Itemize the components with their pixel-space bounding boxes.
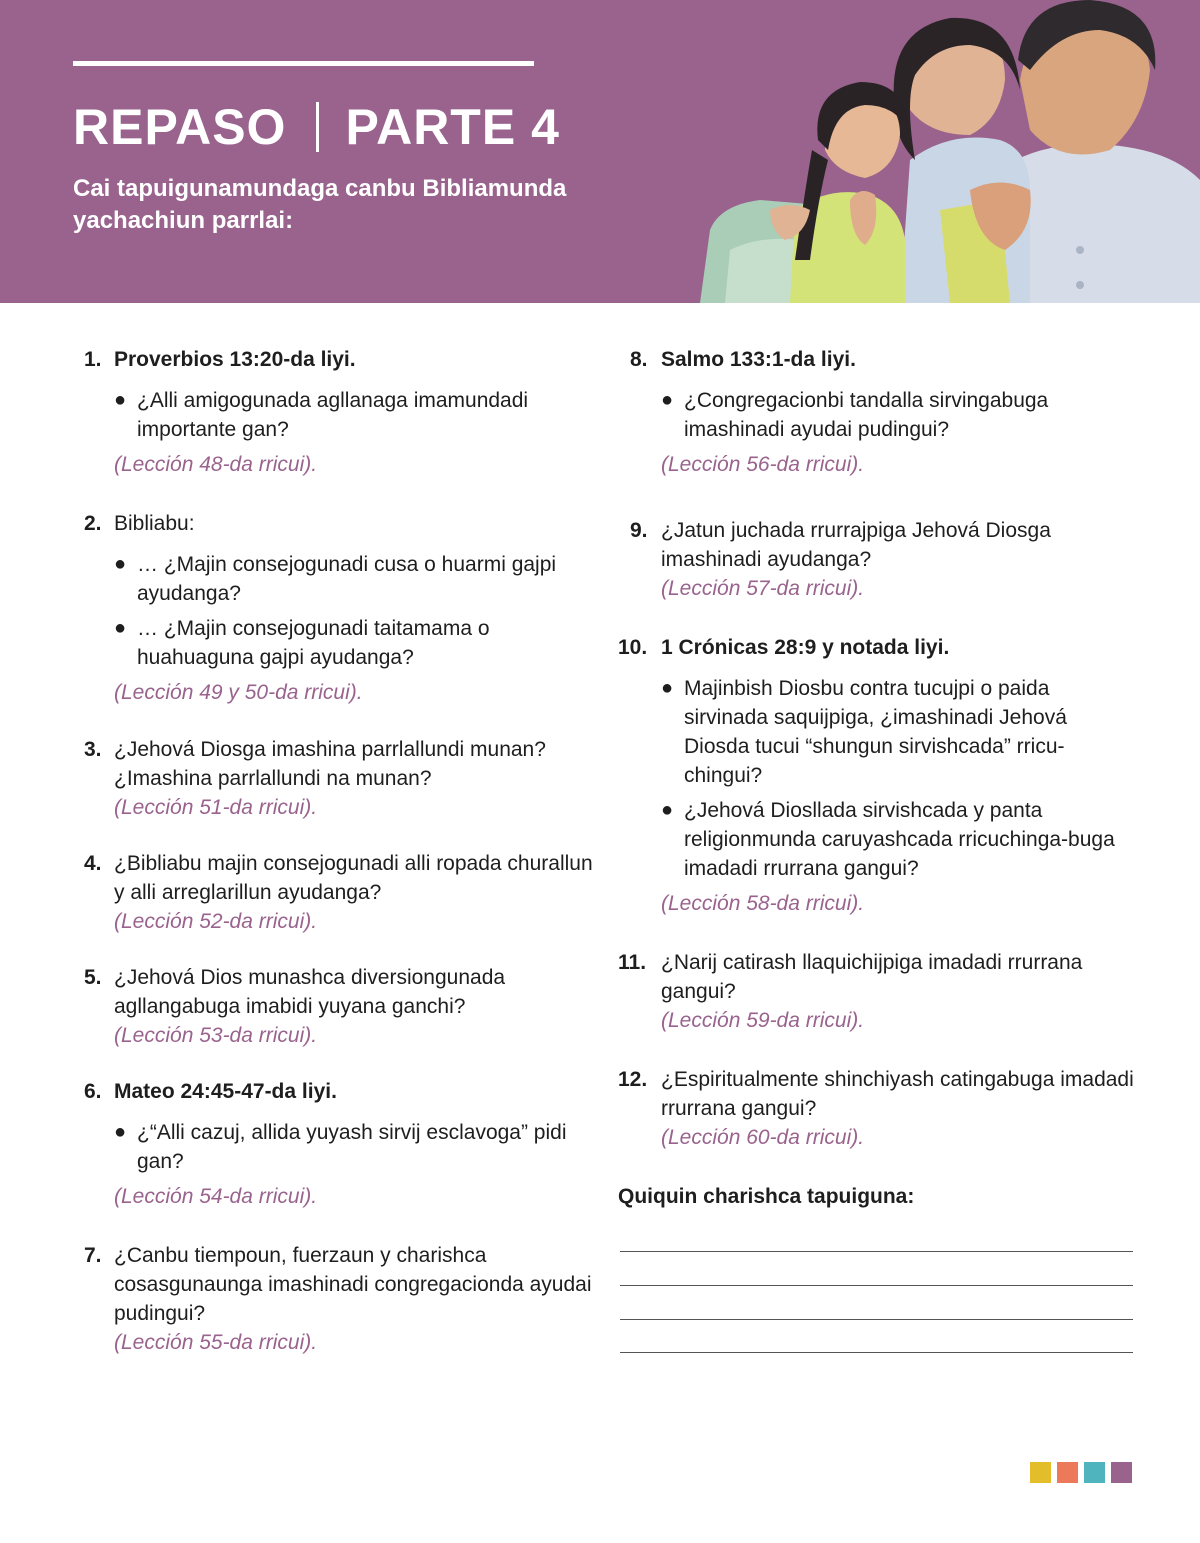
lesson-reference: (Lección 54-da rricui). xyxy=(114,1185,318,1208)
lesson-reference: (Lección 60-da rricui). xyxy=(661,1126,865,1149)
swatch-purple xyxy=(1111,1462,1132,1483)
question-number: 3. xyxy=(84,738,102,761)
question-item xyxy=(618,516,1138,603)
bullet-dot: ● xyxy=(661,389,674,411)
bullet-text: ¿Congregacionbi tandalla sirvingabuga imashinadi ayudai pudingui? xyxy=(684,389,1049,441)
question-text: ¿Espiritualmente shinchiyash catingabuga imadadi rrurrana gangui? xyxy=(661,1068,1134,1120)
question-number: 6. xyxy=(84,1080,102,1103)
question-number: 7. xyxy=(84,1244,102,1267)
question-text: Bibliabu: xyxy=(114,512,195,535)
question-text: 1 Crónicas 28:9 y notada liyi. xyxy=(661,636,950,659)
question-text: ¿Jatun juchada rrurrajpiga Jehová Diosga imashinadi ayudanga? xyxy=(661,519,1051,571)
swatch-yellow xyxy=(1030,1462,1051,1483)
questions-right-column xyxy=(618,345,1138,1211)
question-text: Proverbios 13:20-da liyi. xyxy=(114,348,356,371)
page-title xyxy=(73,98,560,156)
bullet-text: Majinbish Diosbu contra tucujpi o paida sirvinada saquijpiga, ¿imashinadi Jehová Diosda tucui “shungun sirvishcada” rricu-chingui? xyxy=(684,677,1067,787)
page-subtitle: Cai tapuigunamundaga canbu Bibliamunda yachachiun parrlai: xyxy=(73,175,567,234)
bullet-item xyxy=(661,674,1138,790)
question-number: 8. xyxy=(630,348,648,371)
bullet-item xyxy=(661,796,1138,883)
lesson-reference: (Lección 59-da rricui). xyxy=(661,1009,865,1032)
swatch-teal xyxy=(1084,1462,1105,1483)
question-text: ¿Bibliabu majin consejogunadi alli ropada churallun y alli arreglarillun ayudanga? xyxy=(114,852,593,904)
bullet-list xyxy=(661,386,1138,444)
header-banner xyxy=(0,0,1200,303)
bullet-item xyxy=(114,550,594,608)
bullet-list xyxy=(114,550,594,672)
note-line[interactable] xyxy=(620,1251,1133,1252)
question-text: Mateo 24:45-47-da liyi. xyxy=(114,1080,337,1103)
question-item xyxy=(84,849,594,936)
bullet-dot: ● xyxy=(114,617,127,639)
question-number: 10. xyxy=(618,636,648,659)
question-item xyxy=(84,1077,594,1211)
title-review: REPASO xyxy=(73,99,287,155)
lesson-reference: (Lección 51-da rricui). xyxy=(114,796,318,819)
header-rule xyxy=(73,61,534,66)
question-item xyxy=(84,963,594,1050)
bullet-item xyxy=(114,1118,594,1176)
question-item xyxy=(618,948,1138,1035)
question-text: Salmo 133:1-da liyi. xyxy=(661,348,856,371)
question-text: ¿Canbu tiempoun, fuerzaun y charishca cosasgunaunga imashinadi congregacionda ayudai pudingui? xyxy=(114,1244,592,1325)
question-text: ¿Narij catirash llaquichijpiga imadadi rrurrana gangui? xyxy=(661,951,1083,1003)
question-number: 9. xyxy=(630,519,648,542)
bullet-list xyxy=(661,674,1138,883)
title-separator xyxy=(316,102,319,152)
lesson-reference: (Lección 58-da rricui). xyxy=(661,892,865,915)
question-item xyxy=(618,345,1138,479)
title-part: PARTE 4 xyxy=(345,99,560,155)
bullet-dot: ● xyxy=(114,1121,127,1143)
lesson-reference: (Lección 57-da rricui). xyxy=(661,577,865,600)
question-number: 11. xyxy=(618,951,647,974)
question-text: ¿Jehová Dios munashca diversiongunada agllangabuga imabidi yuyana ganchi? xyxy=(114,966,506,1018)
lesson-reference: (Lección 53-da rricui). xyxy=(114,1024,318,1047)
bullet-item xyxy=(114,386,594,444)
bullet-text: … ¿Majin consejogunadi taitamama o huahuaguna gajpi ayudanga? xyxy=(137,617,490,669)
bullet-list xyxy=(114,1118,594,1176)
question-number: 2. xyxy=(84,512,102,535)
bullet-text: ¿Jehová Diosllada sirvishcada y panta religionmunda caruyashcada rricuchinga-buga imadadi rrurrana gangui? xyxy=(684,799,1115,880)
note-line[interactable] xyxy=(620,1352,1133,1353)
note-line[interactable] xyxy=(620,1319,1133,1320)
question-text: ¿Jehová Diosga imashina parrlallundi munan? ¿Imashina parrlallundi na munan? xyxy=(114,738,546,790)
question-number: 5. xyxy=(84,966,102,989)
family-praying-illustration xyxy=(700,0,1200,303)
lesson-reference: (Lección 48-da rricui). xyxy=(114,453,318,476)
question-item xyxy=(84,509,594,707)
swatch-orange xyxy=(1057,1462,1078,1483)
color-swatches xyxy=(1030,1462,1132,1483)
question-item xyxy=(618,1065,1138,1152)
question-number: 4. xyxy=(84,852,102,875)
bullet-dot: ● xyxy=(661,677,674,699)
bullet-item xyxy=(114,614,594,672)
bullet-dot: ● xyxy=(114,389,127,411)
notes-heading: Quiquin charishca tapuiguna: xyxy=(618,1185,915,1208)
question-item xyxy=(84,735,594,822)
question-item xyxy=(84,345,594,479)
note-line[interactable] xyxy=(620,1285,1133,1286)
lesson-reference: (Lección 52-da rricui). xyxy=(114,910,318,933)
lesson-reference: (Lección 56-da rricui). xyxy=(661,453,865,476)
questions-left-column xyxy=(84,345,594,1357)
question-number: 12. xyxy=(618,1068,648,1091)
question-item xyxy=(618,633,1138,918)
question-number: 1. xyxy=(84,348,102,371)
bullet-text: ¿“Alli cazuj, allida yuyash sirvij esclavoga” pidi gan? xyxy=(137,1121,567,1173)
question-item xyxy=(84,1241,594,1357)
bullet-text: ¿Alli amigogunada agllanaga imamundadi importante gan? xyxy=(137,389,529,441)
bullet-dot: ● xyxy=(114,553,127,575)
bullet-list xyxy=(114,386,594,444)
lesson-reference: (Lección 49 y 50-da rricui). xyxy=(114,681,363,704)
bullet-dot: ● xyxy=(661,799,674,821)
lesson-reference: (Lección 55-da rricui). xyxy=(114,1331,318,1354)
bullet-item xyxy=(661,386,1138,444)
bullet-text: … ¿Majin consejogunadi cusa o huarmi gajpi ayudanga? xyxy=(137,553,557,605)
